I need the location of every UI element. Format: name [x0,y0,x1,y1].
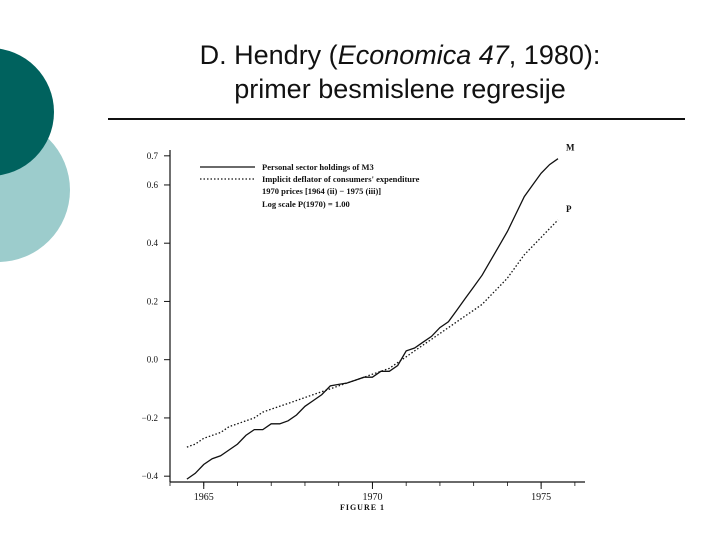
title-journal: Economica 47 [337,40,509,70]
y-tick-label: −0.2 [141,412,158,423]
series-line-p [187,220,558,447]
title-suffix: , 1980): [508,40,601,70]
series-line-m [187,159,558,479]
x-tick-label: 1965 [193,492,214,503]
x-tick-label: 1975 [531,492,552,503]
y-tick-label: 0.2 [146,296,158,307]
title-line-2: primer besmislene regresije [234,74,566,104]
y-tick-label: 0.7 [146,150,158,161]
x-tick-label: 1970 [362,492,383,503]
legend-label: Log scale P(1970) = 1.00 [262,199,350,209]
series-label-m: M [566,142,575,153]
y-tick-label: 0.6 [146,179,158,190]
series-label-p: P [566,203,572,214]
legend-label: 1970 prices [1964 (ii) − 1975 (iii)] [262,186,382,196]
y-tick-label: −0.4 [141,471,158,482]
legend-label: Implicit deflator of consumers' expenditure [262,174,420,184]
title-prefix: D. Hendry ( [199,40,338,70]
y-tick-label: 0.0 [146,354,158,365]
figure-caption: FIGURE 1 [339,503,386,512]
legend-label: Personal sector holdings of M3 [262,162,374,172]
y-tick-label: 0.4 [146,238,158,249]
